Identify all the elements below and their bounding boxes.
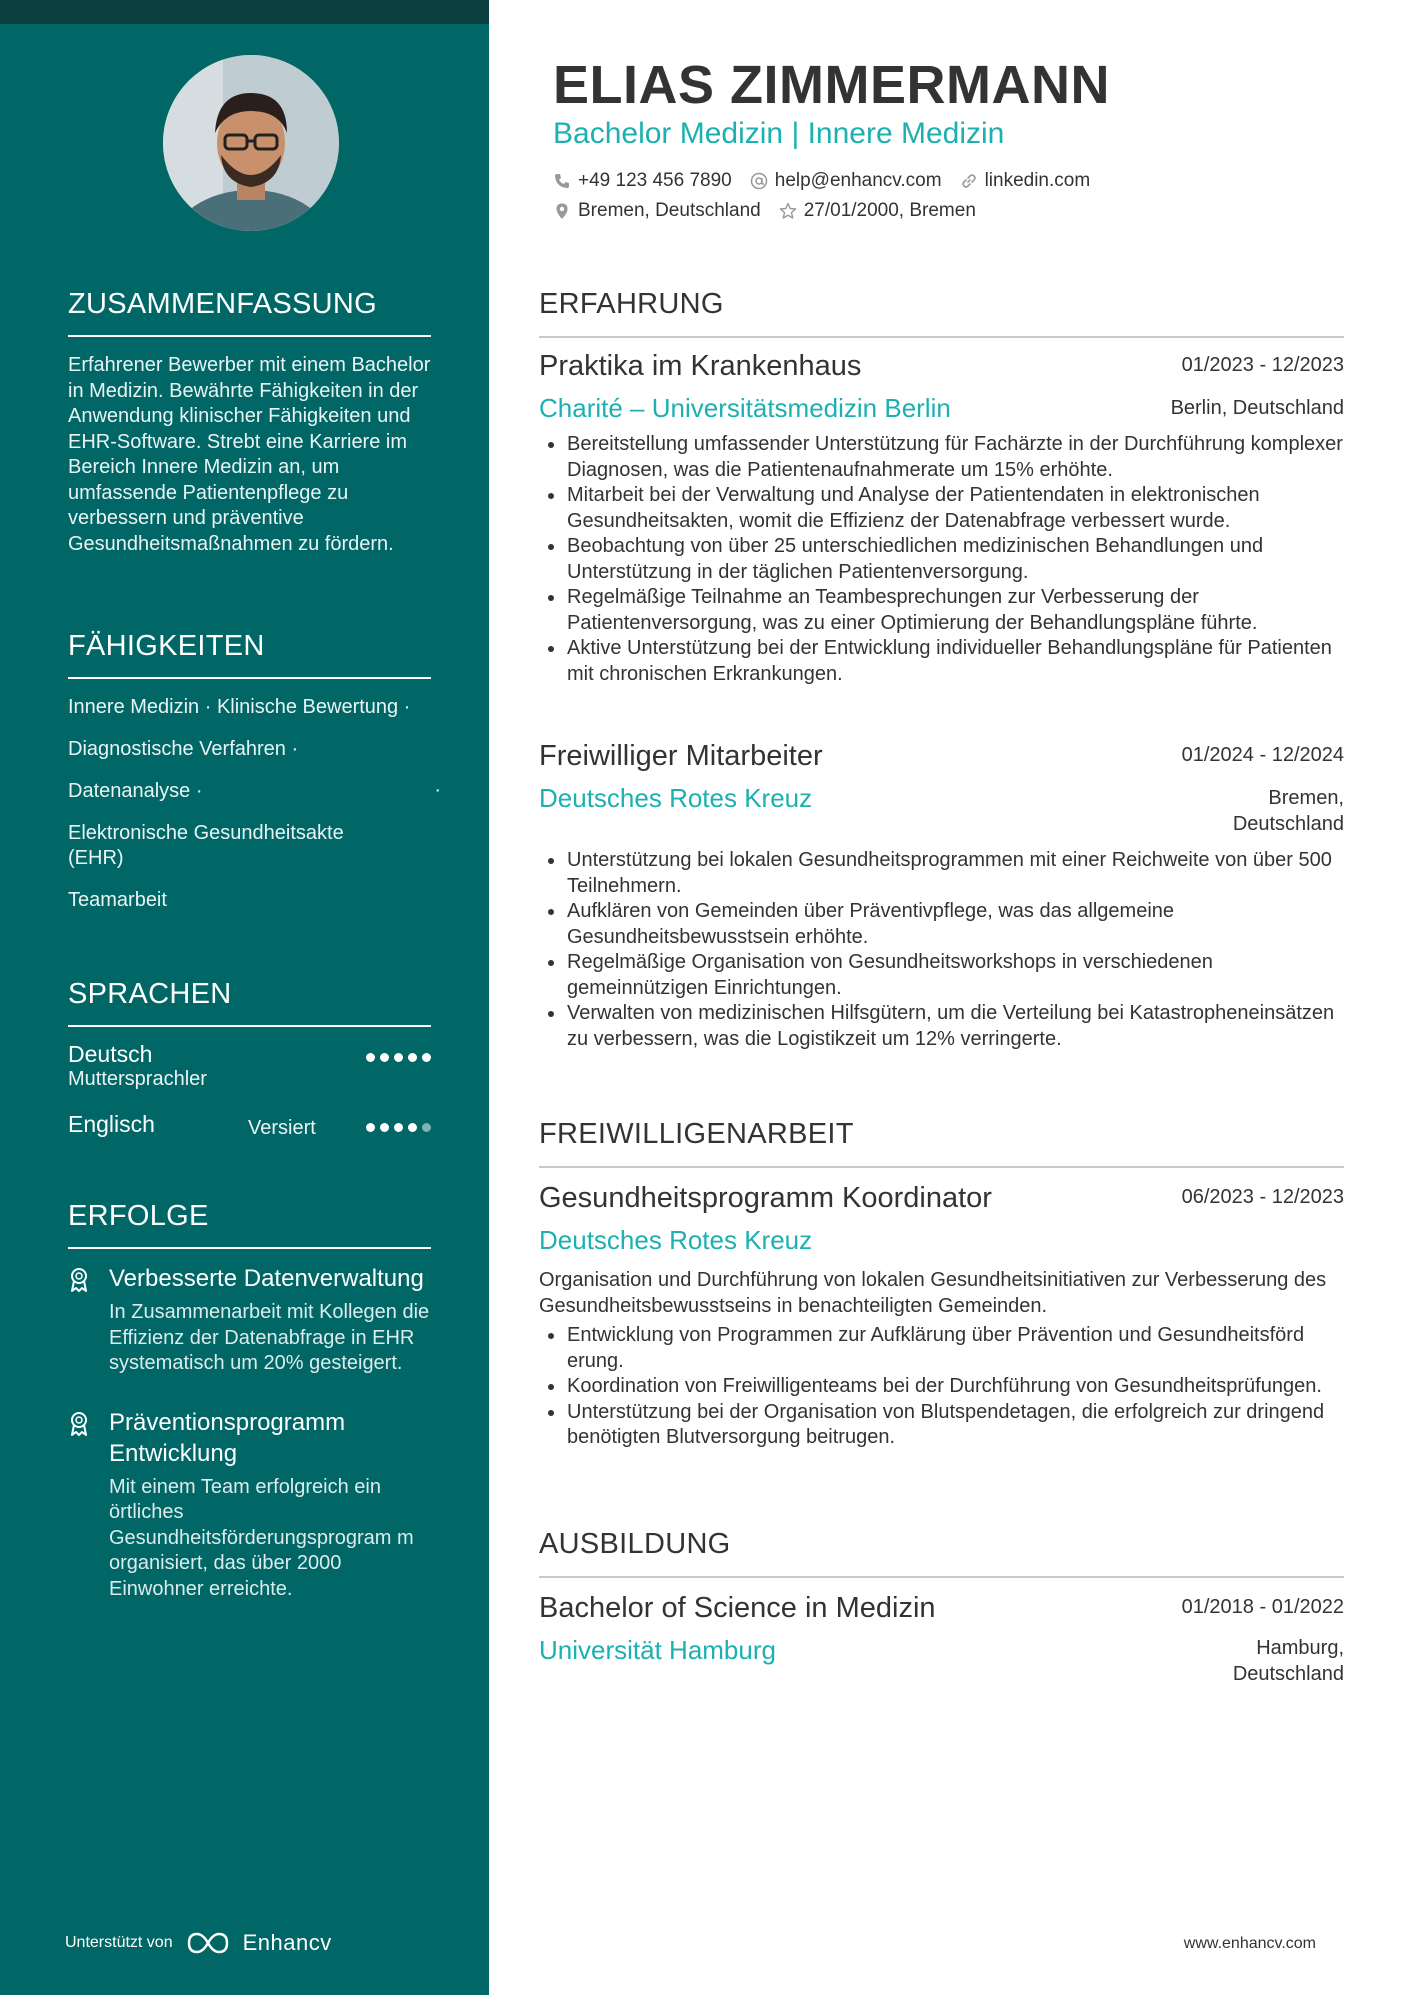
dot-on — [366, 1053, 375, 1062]
entry-organization: Charité – Universitätsmedizin Berlin — [539, 393, 951, 423]
summary-section — [68, 288, 431, 557]
entry-location-line: Deutschland — [1232, 812, 1344, 835]
achievements-section — [68, 1200, 431, 1602]
entry-description: Organisation und Durchführung von lokalen Gesundheitsinitiativen zur Verbesserung des Gesundheitsbewusstseins in benachteiligten Gemeinden. — [539, 1269, 1327, 1317]
entry-role: Freiwilliger Mitarbeiter — [539, 740, 823, 772]
sidebar — [0, 0, 489, 1995]
location-pin-icon — [553, 202, 571, 220]
phone[interactable] — [553, 170, 732, 192]
language-proficiency-dots — [366, 1053, 431, 1062]
skills-heading: FÄHIGKEITEN — [68, 630, 431, 679]
languages-heading: SPRACHEN — [68, 978, 431, 1027]
at-icon — [750, 172, 768, 190]
education-entry — [539, 1592, 1344, 1685]
enhancv-brand: Enhancv — [242, 1930, 332, 1955]
award-icon — [68, 1267, 90, 1293]
dot-on — [394, 1123, 403, 1132]
entry-date: 01/2024 - 12/2024 — [1181, 744, 1344, 766]
entry-bullets — [539, 1323, 1344, 1451]
entry-school: Universität Hamburg — [539, 1635, 776, 1665]
experience-entry — [539, 740, 1344, 1052]
avatar-photo — [163, 55, 339, 231]
achievement-title: Präventionsprogramm Entwicklung — [109, 1408, 346, 1467]
bullet-item: Unterstützung bei der Organisation von Blutspendetagen, die erfolgreich zur dringend benötigten Blutversorgung beitrugen. — [539, 1400, 1344, 1451]
skill-item: Datenanalyse · — [68, 780, 203, 802]
entry-date: 01/2018 - 01/2022 — [1181, 1596, 1344, 1618]
bullet-item: Mitarbeit bei der Verwaltung und Analyse der Patientendaten in elektronischen Gesundheitsakten, womit die Effizienz der Datenabfrage verbessert wurde. — [539, 483, 1344, 534]
skill-item: Innere Medizin · Klinische Bewertung · — [68, 696, 411, 718]
entry-bullets — [539, 848, 1344, 1052]
dot-on — [422, 1053, 431, 1062]
powered-by-label: Unterstützt von — [65, 1934, 173, 1951]
entry-location-line: Bremen, — [1268, 787, 1344, 809]
bullet-item: Regelmäßige Teilnahme an Teambesprechungen zur Verbesserung der Patientenversorgung, was zu einer Optimierung der Behandlungspläne führte. — [539, 585, 1344, 636]
enhancv-logo-icon — [185, 1931, 231, 1955]
award-icon — [68, 1411, 90, 1437]
language-proficiency-dots — [366, 1123, 431, 1132]
linkedin-link[interactable] — [960, 170, 1091, 192]
bullet-item: Entwicklung von Programmen zur Aufklärung über Prävention und Gesundheitsförd erung. — [539, 1323, 1344, 1374]
language-item — [68, 1111, 431, 1161]
experience-heading: ERFAHRUNG — [539, 288, 1344, 338]
skill-item: Elektronische Gesundheitsakte (EHR) — [68, 822, 344, 869]
contact-row-2 — [553, 200, 976, 222]
location — [553, 200, 761, 222]
language-name: Englisch — [68, 1111, 155, 1137]
volunteer-entry — [539, 1182, 1344, 1451]
bullet-item: Aufklären von Gemeinden über Präventivpflege, was das allgemeine Gesundheitsbewusstsein erhöhte. — [539, 899, 1344, 950]
entry-date: 06/2023 - 12/2023 — [1181, 1186, 1344, 1208]
entry-role: Praktika im Krankenhaus — [539, 350, 862, 382]
powered-by[interactable] — [65, 1930, 332, 1956]
entry-organization: Deutsches Rotes Kreuz — [539, 1225, 813, 1255]
bullet-item: Verwalten von medizinischen Hilfsgütern, um die Verteilung bei Katastropheneinsätzen zu verbessern, was die Logistikzeit um 12% verringerte. — [539, 1001, 1344, 1052]
achievement-title: Verbesserte Datenverwaltung — [109, 1265, 424, 1292]
birth-info — [779, 200, 976, 222]
language-level: Muttersprachler — [68, 1068, 207, 1090]
entry-bullets — [539, 432, 1344, 687]
entry-location-line: Hamburg, — [1256, 1637, 1344, 1659]
volunteer-heading: FREIWILLIGENARBEIT — [539, 1118, 1344, 1168]
education-heading: AUSBILDUNG — [539, 1528, 1344, 1578]
avatar — [163, 55, 339, 231]
bullet-item: Beobachtung von über 25 unterschiedlichen medizinischen Behandlungen und Unterstützung in der täglichen Patientenversorgung. — [539, 534, 1344, 585]
dot-on — [380, 1123, 389, 1132]
entry-date: 01/2023 - 12/2023 — [1181, 354, 1344, 376]
skill-separator: · — [434, 779, 441, 801]
candidate-title: Bachelor Medizin | Innere Medizin — [553, 117, 1005, 150]
experience-entry — [539, 350, 1344, 687]
dot-on — [394, 1053, 403, 1062]
language-name: Deutsch — [68, 1041, 153, 1067]
summary-heading: ZUSAMMENFASSUNG — [68, 288, 431, 337]
dot-on — [408, 1123, 417, 1132]
bullet-item: Regelmäßige Organisation von Gesundheitsworkshops in verschiedenen gemeinnützigen Einrichtungen. — [539, 950, 1344, 1001]
phone-icon — [553, 172, 571, 190]
skill-item: Diagnostische Verfahren · — [68, 738, 299, 760]
language-item — [68, 1041, 431, 1111]
dot-off — [422, 1123, 431, 1132]
achievements-heading: ERFOLGE — [68, 1200, 431, 1249]
candidate-name: ELIAS ZIMMERMANN — [553, 55, 1110, 115]
linkedin-text: linkedin.com — [984, 170, 1091, 191]
entry-role: Gesundheitsprogramm Koordinator — [539, 1182, 992, 1214]
languages-section — [68, 978, 431, 1161]
dot-on — [408, 1053, 417, 1062]
achievement-description: Mit einem Team erfolgreich ein örtliches Gesundheitsförderungsprogram m organisiert, das über 2000 Einwohner erreichte. — [109, 1475, 414, 1600]
bullet-item: Aktive Unterstützung bei der Entwicklung individueller Behandlungspläne für Patienten mit chronischen Erkrankungen. — [539, 636, 1344, 687]
email-text: help@enhancv.com — [774, 170, 942, 191]
summary-text: Erfahrener Bewerber mit einem Bachelor in Medizin. Bewährte Fähigkeiten in der Anwendung klinischer Fähigkeiten und EHR-Software. Strebt eine Karriere im Bereich Innere Medizin an, um umfassende Patientenpflege zu verbessern und präventive Gesundheitsmaßnahmen zu fördern. — [68, 354, 431, 555]
entry-location — [1233, 1636, 1344, 1687]
birth-text: 27/01/2000, Bremen — [803, 200, 976, 221]
star-icon — [779, 202, 797, 220]
link-icon — [960, 172, 978, 190]
achievement-item — [68, 1407, 431, 1603]
achievement-item — [68, 1263, 431, 1377]
bullet-item: Bereitstellung umfassender Unterstützung für Fachärzte in der Durchführung komplexer Diagnosen, was die Patientenaufnahmerate um 15% erhöhte. — [539, 432, 1344, 483]
sidebar-top-bar — [0, 0, 489, 24]
language-level: Versiert — [248, 1117, 316, 1139]
location-text: Bremen, Deutschland — [578, 200, 761, 221]
entry-location: Berlin, Deutschland — [1170, 397, 1344, 419]
phone-text: +49 123 456 7890 — [578, 170, 732, 191]
contact-row — [553, 170, 1090, 192]
entry-location — [1233, 786, 1344, 837]
skills-section — [68, 630, 441, 930]
entry-location-line: Deutschland — [1232, 1662, 1344, 1685]
entry-organization: Deutsches Rotes Kreuz — [539, 783, 813, 813]
dot-on — [366, 1123, 375, 1132]
entry-degree: Bachelor of Science in Medizin — [539, 1592, 936, 1624]
dot-on — [380, 1053, 389, 1062]
bullet-item: Koordination von Freiwilligenteams bei der Durchführung von Gesundheitsprüfungen. — [539, 1374, 1344, 1400]
skill-item: Teamarbeit — [68, 889, 167, 911]
achievement-description: In Zusammenarbeit mit Kollegen die Effizienz der Datenabfrage in EHR systematisch um 20% gesteigert. — [109, 1301, 430, 1374]
bullet-item: Unterstützung bei lokalen Gesundheitsprogrammen mit einer Reichweite von über 500 Teilnehmern. — [539, 848, 1344, 899]
email[interactable] — [750, 170, 942, 192]
footer-url[interactable]: www.enhancv.com — [1183, 1935, 1316, 1952]
